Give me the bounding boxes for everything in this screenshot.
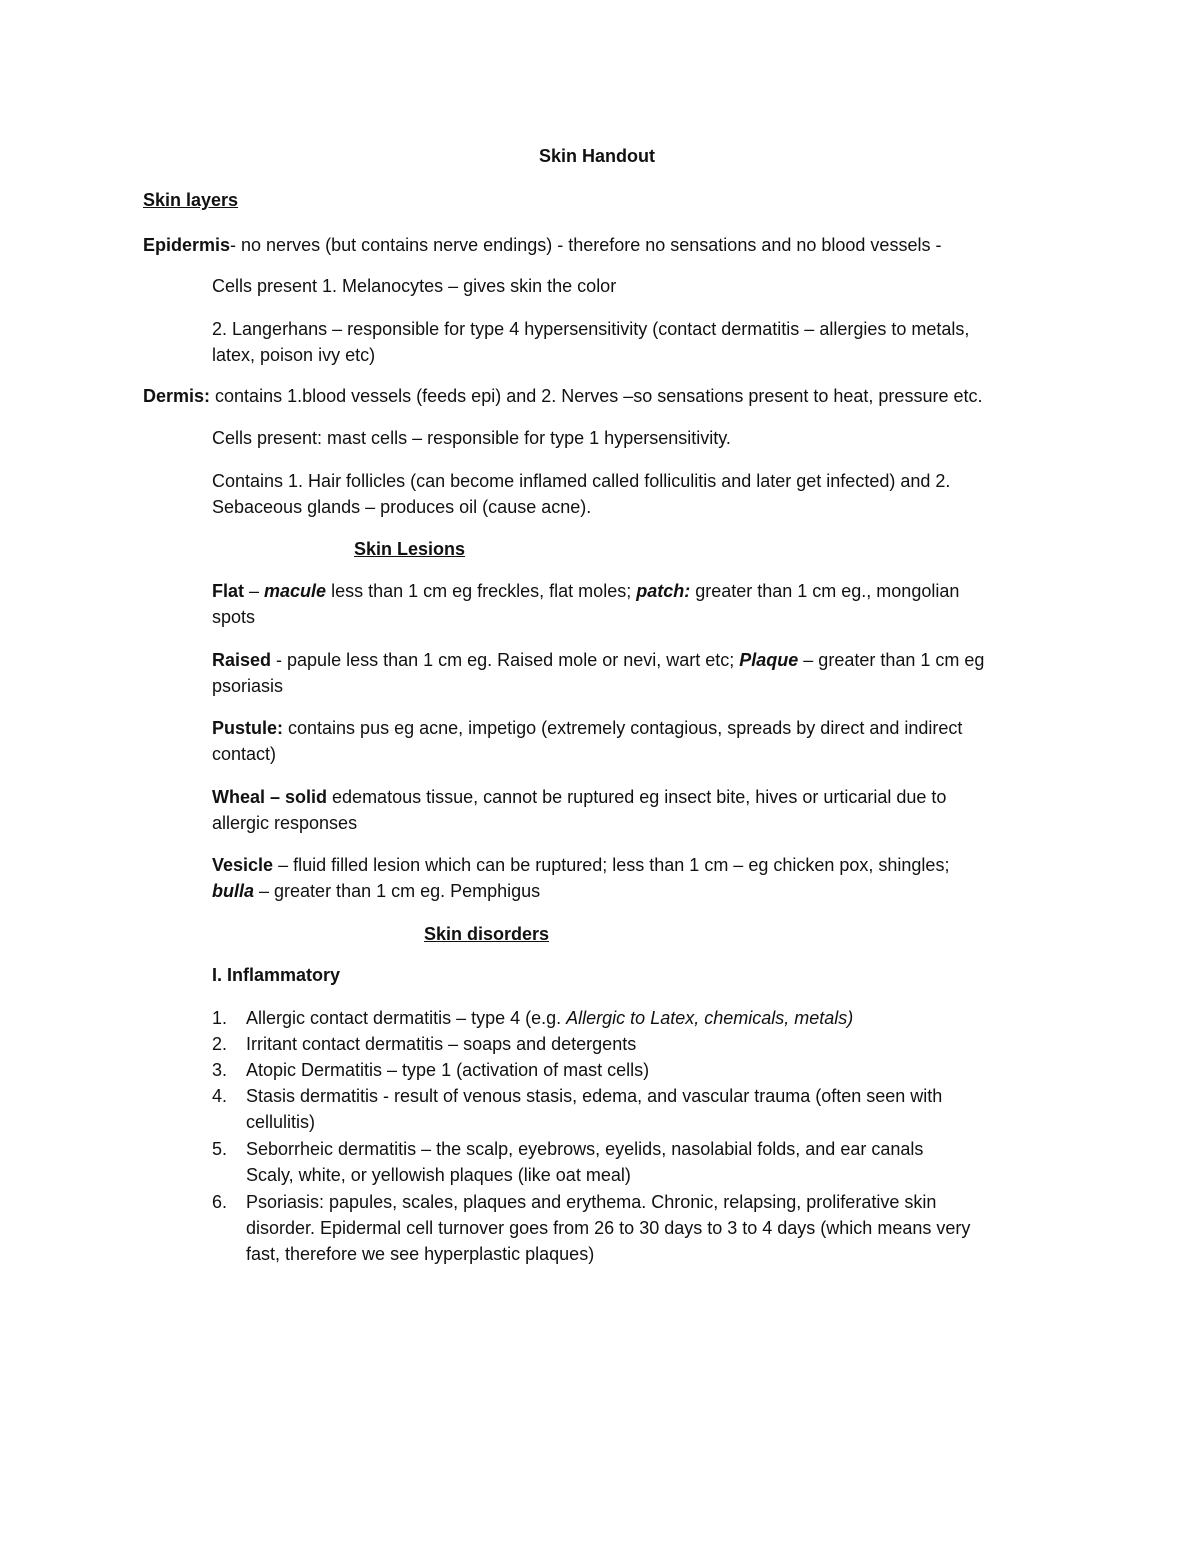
bulla-term: bulla	[212, 881, 255, 901]
lesion-vesicle-line-1	[212, 852, 949, 878]
lesion-wheal-line-2: allergic responses	[212, 813, 358, 833]
list-item-continuation: cellulitis)	[246, 1112, 316, 1132]
lesion-vesicle-line-2	[212, 878, 540, 904]
patch-text: greater than 1 cm eg., mongolian	[690, 581, 960, 601]
epidermis-label: Epidermis	[143, 235, 231, 255]
lesion-flat-line-1	[212, 578, 959, 604]
pustule-text: contains pus eg acne, impetigo (extremely contagious, spreads by direct and indirect	[283, 718, 963, 738]
list-item-italic: Allergic to Latex, chemicals, metals)	[566, 1008, 854, 1028]
plaque-text: – greater than 1 cm eg	[798, 650, 985, 670]
epidermis-paragraph	[143, 232, 941, 258]
list-number: 5.	[212, 1139, 228, 1159]
patch-term: patch:	[636, 581, 691, 601]
flat-dash: –	[244, 581, 265, 601]
subheading-inflammatory: I. Inflammatory	[212, 965, 341, 985]
dermis-contains-line-1: Contains 1. Hair follicles (can become inflamed called folliculitis and later get infected) and 2.	[212, 471, 951, 491]
section-heading-skin-disorders: Skin disorders	[424, 924, 550, 944]
macule-term: macule	[264, 581, 327, 601]
langerhans-line-2: latex, poison ivy etc)	[212, 345, 376, 365]
list-number: 1.	[212, 1008, 228, 1028]
wheal-label: Wheal – solid	[212, 787, 328, 807]
lesion-pustule-line-2: contact)	[212, 744, 277, 764]
list-item-text: Irritant contact dermatitis – soaps and detergents	[246, 1034, 637, 1054]
list-item-continuation: disorder. Epidermal cell turnover goes from 26 to 30 days to 3 to 4 days (which means very	[246, 1218, 971, 1238]
page-title: Skin Handout	[539, 146, 655, 166]
list-number: 2.	[212, 1034, 228, 1054]
flat-label: Flat	[212, 581, 245, 601]
list-item-continuation: Scaly, white, or yellowish plaques (like oat meal)	[246, 1165, 631, 1185]
raised-label: Raised	[212, 650, 272, 670]
lesion-flat-line-2: spots	[212, 607, 256, 627]
list-number: 3.	[212, 1060, 228, 1080]
list-number: 4.	[212, 1086, 228, 1106]
bulla-text: – greater than 1 cm eg. Pemphigus	[254, 881, 541, 901]
lesion-raised-line-2: psoriasis	[212, 676, 284, 696]
list-item-text: Allergic contact dermatitis – type 4 (e.g. Allergic to Latex, chemicals, metals)	[246, 1008, 854, 1028]
dermis-paragraph	[143, 383, 982, 409]
section-heading-skin-layers: Skin layers	[143, 190, 239, 210]
plaque-term: Plaque	[739, 650, 799, 670]
dermis-label: Dermis:	[143, 386, 211, 406]
lesion-pustule-line-1	[212, 715, 962, 741]
dermis-text: contains 1.blood vessels (feeds epi) and 2. Nerves –so sensations present to heat, pressure etc.	[210, 386, 983, 406]
list-item-text: Psoriasis: papules, scales, plaques and erythema. Chronic, relapsing, proliferative skin	[246, 1192, 937, 1212]
lesion-raised-line-1	[212, 647, 984, 673]
dermis-contains-line-2: Sebaceous glands – produces oil (cause acne).	[212, 497, 592, 517]
vesicle-text: – fluid filled lesion which can be ruptured; less than 1 cm – eg chicken pox, shingles;	[273, 855, 950, 875]
raised-text: - papule less than 1 cm eg. Raised mole or nevi, wart etc;	[271, 650, 740, 670]
vesicle-label: Vesicle	[212, 855, 274, 875]
list-item-text: Atopic Dermatitis – type 1 (activation of mast cells)	[246, 1060, 650, 1080]
lesion-wheal-line-1	[212, 784, 946, 810]
dermis-cells-line: Cells present: mast cells – responsible for type 1 hypersensitivity.	[212, 428, 731, 448]
section-heading-skin-lesions: Skin Lesions	[354, 539, 466, 559]
epidermis-cells-line: Cells present 1. Melanocytes – gives skin the color	[212, 276, 617, 296]
langerhans-line-1: 2. Langerhans – responsible for type 4 hypersensitivity (contact dermatitis – allergies to metals,	[212, 319, 970, 339]
list-item-text: Seborrheic dermatitis – the scalp, eyebrows, eyelids, nasolabial folds, and ear canals	[246, 1139, 924, 1159]
macule-text: less than 1 cm eg freckles, flat moles;	[326, 581, 637, 601]
wheal-text: edematous tissue, cannot be ruptured eg insect bite, hives or urticarial due to	[327, 787, 947, 807]
list-item-continuation: fast, therefore we see hyperplastic plaques)	[246, 1244, 595, 1264]
list-item-text: Stasis dermatitis - result of venous stasis, edema, and vascular trauma (often seen with	[246, 1086, 943, 1106]
list-number: 6.	[212, 1192, 228, 1212]
pustule-label: Pustule:	[212, 718, 284, 738]
epidermis-text: - no nerves (but contains nerve endings) - therefore no sensations and no blood vessels -	[230, 235, 942, 255]
